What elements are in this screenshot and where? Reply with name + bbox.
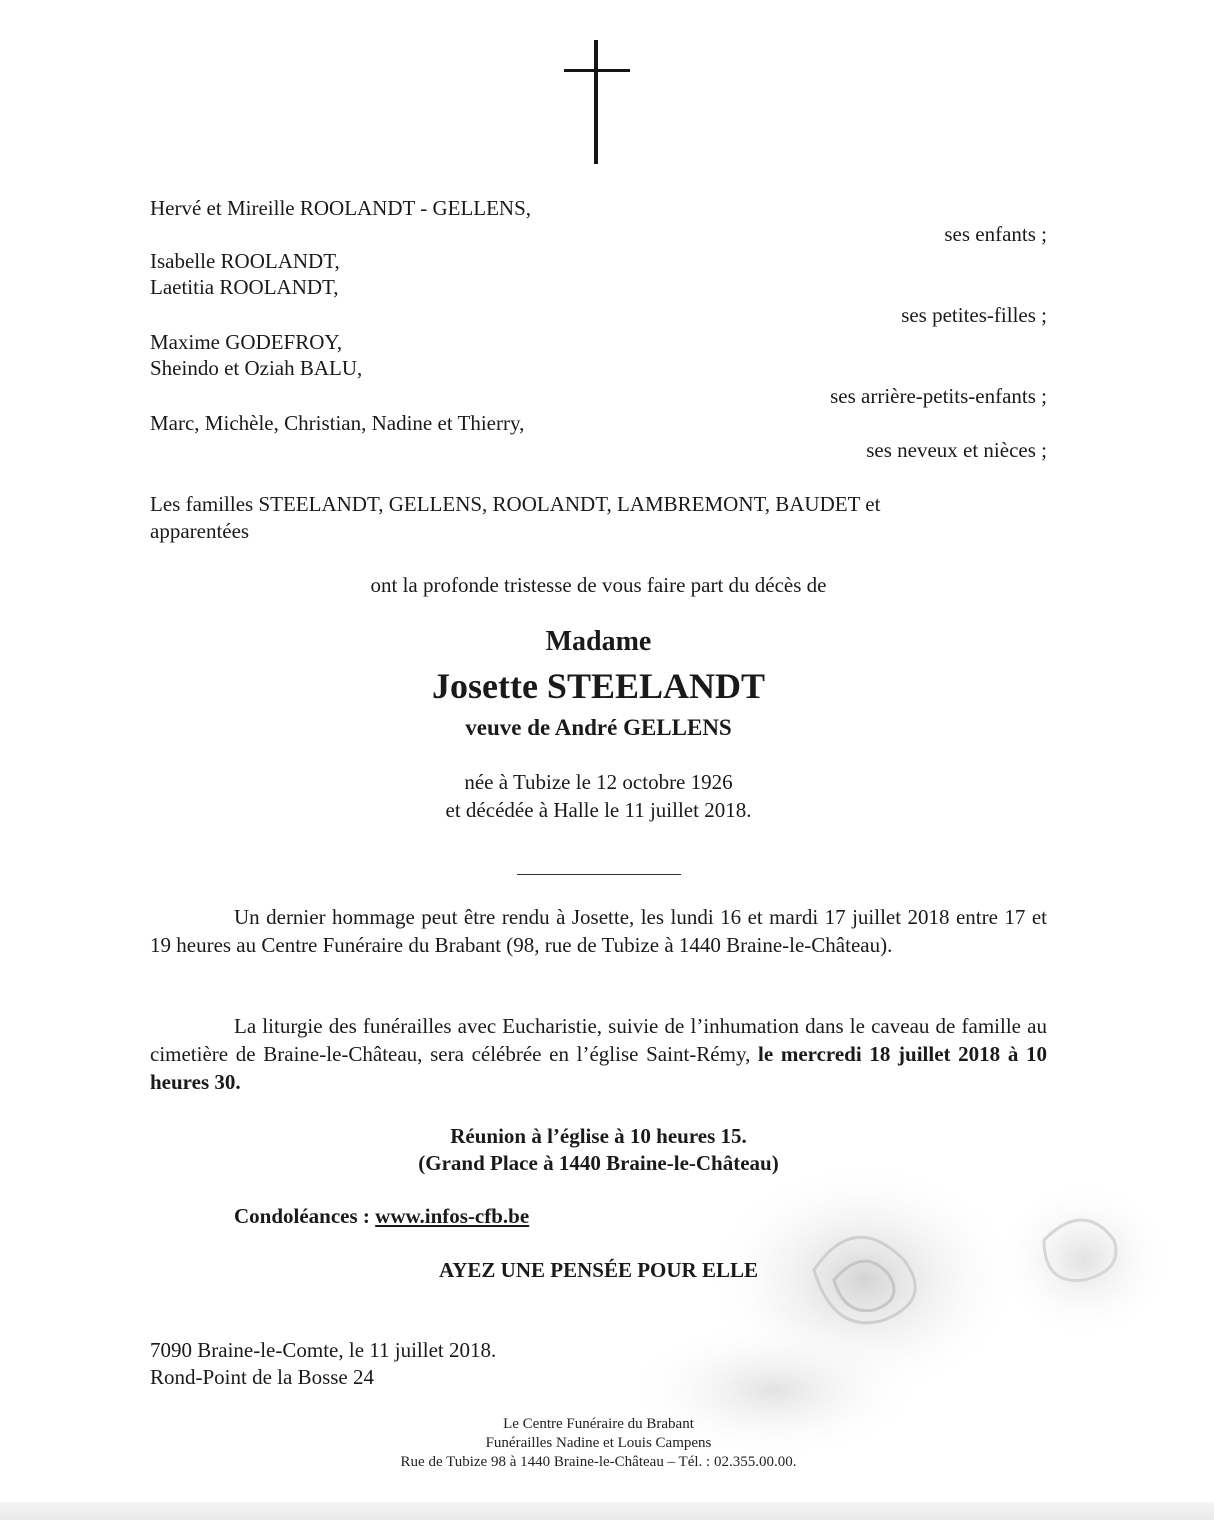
deceased-name: Josette STEELANDT [431,666,766,706]
condolences [234,1203,529,1229]
cross-icon [564,40,630,164]
great-grandchild-1: Maxime GODEFROY, [150,330,343,354]
closing-phrase: AYEZ UNE PENSÉE POUR ELLE [439,1258,758,1282]
families-line-1: Les familles STEELANDT, GELLENS, ROOLANDT, LAMBREMONT, BAUDET et [150,492,881,516]
meeting-place: (Grand Place à 1440 Braine-le-Château) [418,1151,779,1175]
footer-line-1: Le Centre Funéraire du Brabant [503,1416,694,1432]
families-line-2: apparentées [150,519,250,543]
liturgy-text: La liturgie des funérailles avec Eucharistie, suivie de l’inhumation dans le caveau de famille au cimetière de Braine-le-Château, sera célébrée en l’église Saint-Rémy, [150,1014,1047,1066]
scan-edge [0,1502,1214,1520]
meeting-time: Réunion à l’église à 10 heures 15. [450,1124,747,1148]
nephews-names: Marc, Michèle, Christian, Nadine et Thierry, [150,411,525,435]
deceased-title: Madame [545,626,652,657]
children-label: ses enfants ; [944,222,1047,246]
death-info: et décédée à Halle le 11 juillet 2018. [445,798,752,822]
birth-info: née à Tubize le 12 octobre 1926 [464,770,733,794]
sender-place-date: 7090 Braine-le-Comte, le 11 juillet 2018. [150,1338,497,1362]
children-names: Hervé et Mireille ROOLANDT - GELLENS, [150,196,532,220]
great-grandchildren-label: ses arrière-petits-enfants ; [830,384,1047,408]
nephews-label: ses neveux et nièces ; [866,438,1047,462]
sender-street: Rond-Point de la Bosse 24 [150,1365,374,1389]
footer-line-2: Funérailles Nadine et Louis Campens [485,1435,712,1451]
tribute-paragraph: Un dernier hommage peut être rendu à Josette, les lundi 16 et mardi 17 juillet 2018 entre 17 et 19 heures au Centre Funéraire du Brabant (98, rue de Tubize à 1440 Braine-le-Château). [150,905,1047,957]
liturgy-paragraph [150,1012,1047,1096]
granddaughter-2: Laetitia ROOLANDT, [150,275,339,299]
condolences-link[interactable]: www.infos-cfb.be [375,1204,530,1228]
liturgy-date: le mercredi 18 juillet 2018 à 10 heures 30. [150,1042,1048,1094]
granddaughters-label: ses petites-filles ; [901,303,1047,327]
widow-of: veuve de André GELLENS [465,715,732,740]
great-grandchild-2: Sheindo et Oziah BALU, [150,356,363,380]
footer-line-3: Rue de Tubize 98 à 1440 Braine-le-Château – Tél. : 02.355.00.00. [400,1454,797,1470]
announcement-intro: ont la profonde tristesse de vous faire part du décès de [370,573,827,597]
granddaughter-1: Isabelle ROOLANDT, [150,249,340,273]
condolences-label: Condoléances : [234,1204,370,1228]
section-divider [517,874,681,875]
